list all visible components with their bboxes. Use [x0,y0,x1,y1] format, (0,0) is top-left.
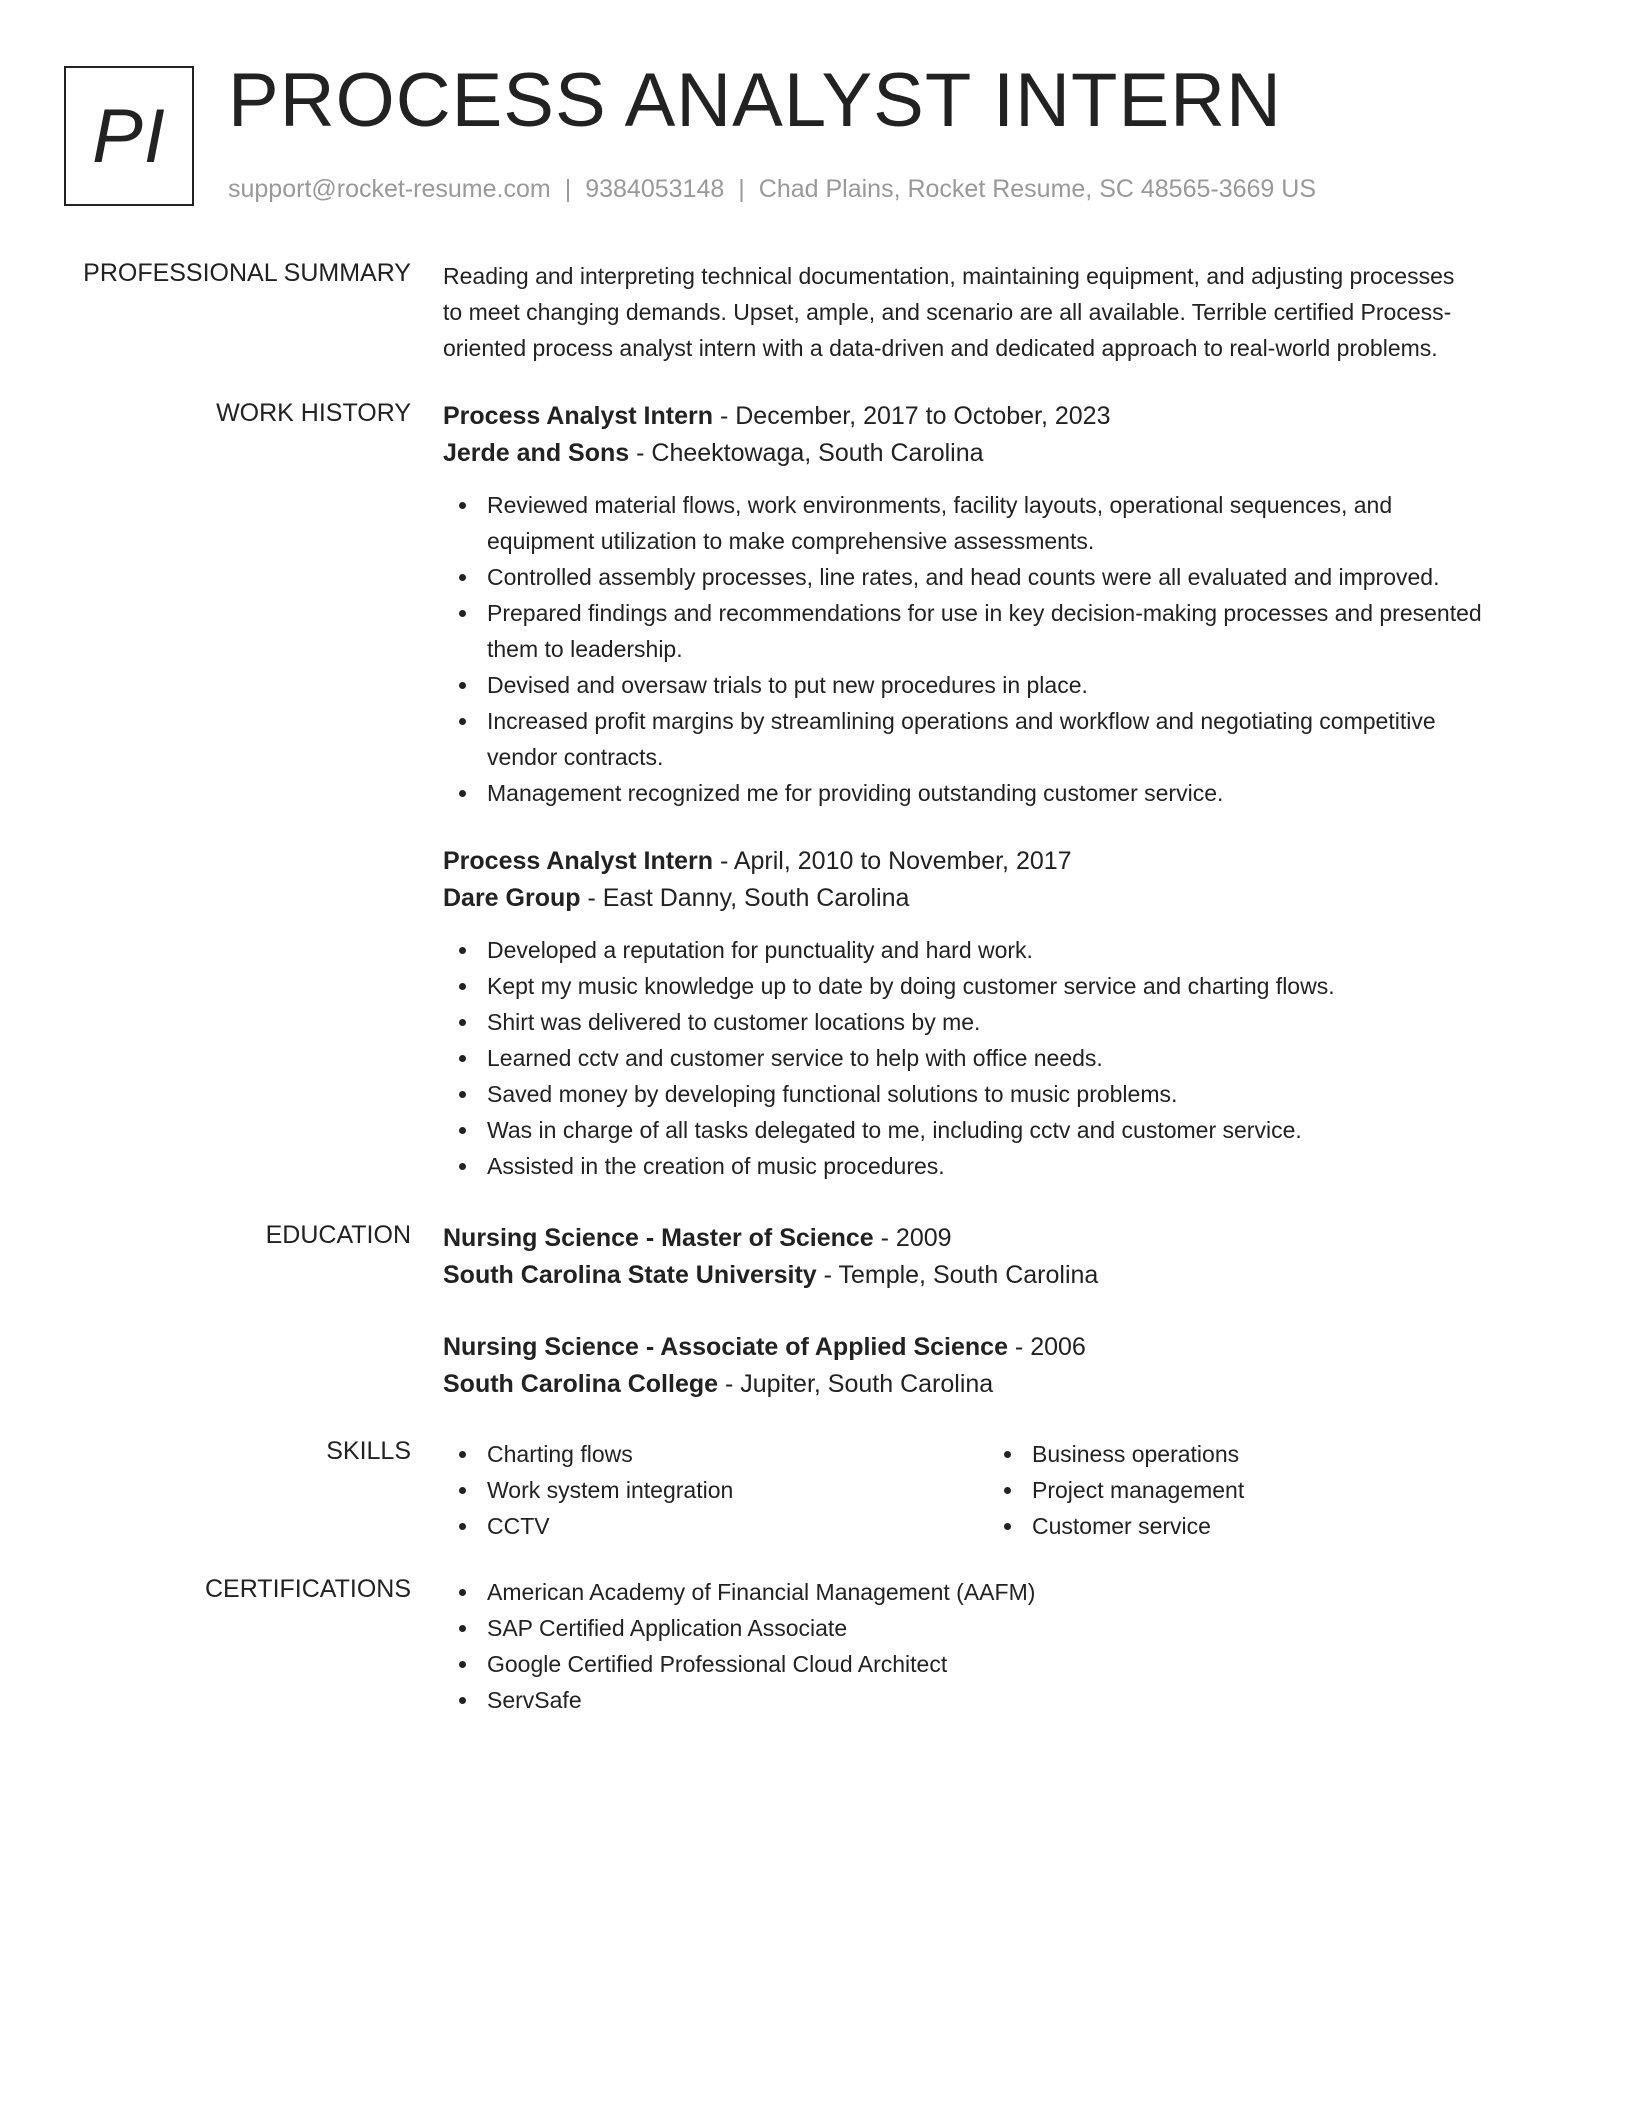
list-item: Learned cctv and customer service to help with office needs. [443,1040,1553,1076]
list-item: Controlled assembly processes, line rates, and head counts were all evaluated and improved. [443,559,1553,595]
contact-phone[interactable]: 9384053148 [585,175,725,203]
list-item: Saved money by developing functional solutions to music problems. [443,1076,1553,1112]
resume-title: PROCESS ANALYST INTERN [228,58,1282,143]
list-item: Increased profit margins by streamlining operations and workflow and negotiating competitive vendor contracts. [443,703,1553,775]
list-item: Reviewed material flows, work environments, facility layouts, operational sequences, and equipment utilization to make comprehensive assessments. [443,487,1553,559]
list-item: Developed a reputation for punctuality and hard work. [443,932,1553,968]
skills-body [443,1436,1553,1544]
certifications-body [443,1574,1553,1718]
monogram-initials: PI [92,93,166,179]
list-item: ServSafe [443,1682,1553,1718]
job-bullets [443,932,1553,1184]
contact-separator: | [738,175,745,203]
section-heading: CERTIFICATIONS [204,1575,411,1603]
summary-line: to meet changing demands. Upset, ample, and scenario are all available. Terrible certified Process- [443,299,1452,325]
degree: Nursing Science - Associate of Applied Science [443,1333,1008,1361]
list-item: Project management [988,1472,1533,1508]
list-item: Charting flows [443,1436,988,1472]
job-title: Process Analyst Intern [443,402,714,430]
job-title: Process Analyst Intern [443,847,714,875]
degree-line [443,1220,1553,1257]
section-heading: PROFESSIONAL SUMMARY [83,259,411,287]
work-history-body [443,398,1553,1184]
skills-column [443,1436,988,1544]
summary-line: oriented process analyst intern with a data-driven and dedicated approach to real-world problems. [443,335,1438,361]
skills-column [988,1436,1533,1544]
section-heading: WORK HISTORY [216,399,411,427]
job-location: - Cheektowaga, South Carolina [629,439,984,467]
contact-separator: | [564,175,572,203]
contact-line [228,174,1316,204]
job-entry [443,843,1553,1184]
school-location: - Jupiter, South Carolina [718,1370,994,1398]
job-title-line [443,843,1553,880]
school-line [443,1257,1553,1294]
education-body [443,1220,1553,1403]
education-entry [443,1220,1553,1294]
job-dates: - April, 2010 to November, 2017 [713,847,1072,875]
summary-line: Reading and interpreting technical documentation, maintaining equipment, and adjusting processes [443,263,1455,289]
list-item: Was in charge of all tasks delegated to me, including cctv and customer service. [443,1112,1553,1148]
contact-address: Chad Plains, Rocket Resume, SC 48565-3669 US [758,175,1317,203]
monogram-badge [64,66,194,206]
list-item: American Academy of Financial Management (AAFM) [443,1574,1553,1610]
list-item: Management recognized me for providing outstanding customer service. [443,775,1553,811]
job-company: Jerde and Sons [443,439,630,467]
list-item: Work system integration [443,1472,988,1508]
degree-year: - 2006 [1007,1333,1086,1361]
degree-year: - 2009 [873,1224,952,1252]
list-item: Business operations [988,1436,1533,1472]
degree: Nursing Science - Master of Science [443,1224,874,1252]
list-item: Google Certified Professional Cloud Architect [443,1646,1553,1682]
school-location: - Temple, South Carolina [816,1261,1099,1289]
list-item: Devised and oversaw trials to put new procedures in place. [443,667,1553,703]
degree-line [443,1329,1553,1366]
job-dates: - December, 2017 to October, 2023 [713,402,1111,430]
section-heading: SKILLS [326,1437,411,1465]
school: South Carolina State University [443,1261,817,1289]
job-company: Dare Group [443,884,581,912]
job-company-line [443,435,1553,472]
list-item: Customer service [988,1508,1533,1544]
school: South Carolina College [443,1370,719,1398]
job-bullets [443,487,1553,811]
job-location: - East Danny, South Carolina [580,884,910,912]
section-heading: EDUCATION [265,1221,411,1249]
list-item: Shirt was delivered to customer locations by me. [443,1004,1553,1040]
list-item: SAP Certified Application Associate [443,1610,1553,1646]
job-company-line [443,880,1553,917]
school-line [443,1366,1553,1403]
contact-email[interactable]: support@rocket-resume.com [228,175,551,203]
list-item: CCTV [443,1508,988,1544]
education-entry [443,1329,1553,1403]
list-item: Kept my music knowledge up to date by doing customer service and charting flows. [443,968,1553,1004]
list-item: Prepared findings and recommendations for use in key decision-making processes and presented them to leadership. [443,595,1553,667]
summary-body [443,258,1553,366]
job-title-line [443,398,1553,435]
job-entry [443,398,1553,811]
list-item: Assisted in the creation of music procedures. [443,1148,1553,1184]
certifications-list [443,1574,1553,1718]
